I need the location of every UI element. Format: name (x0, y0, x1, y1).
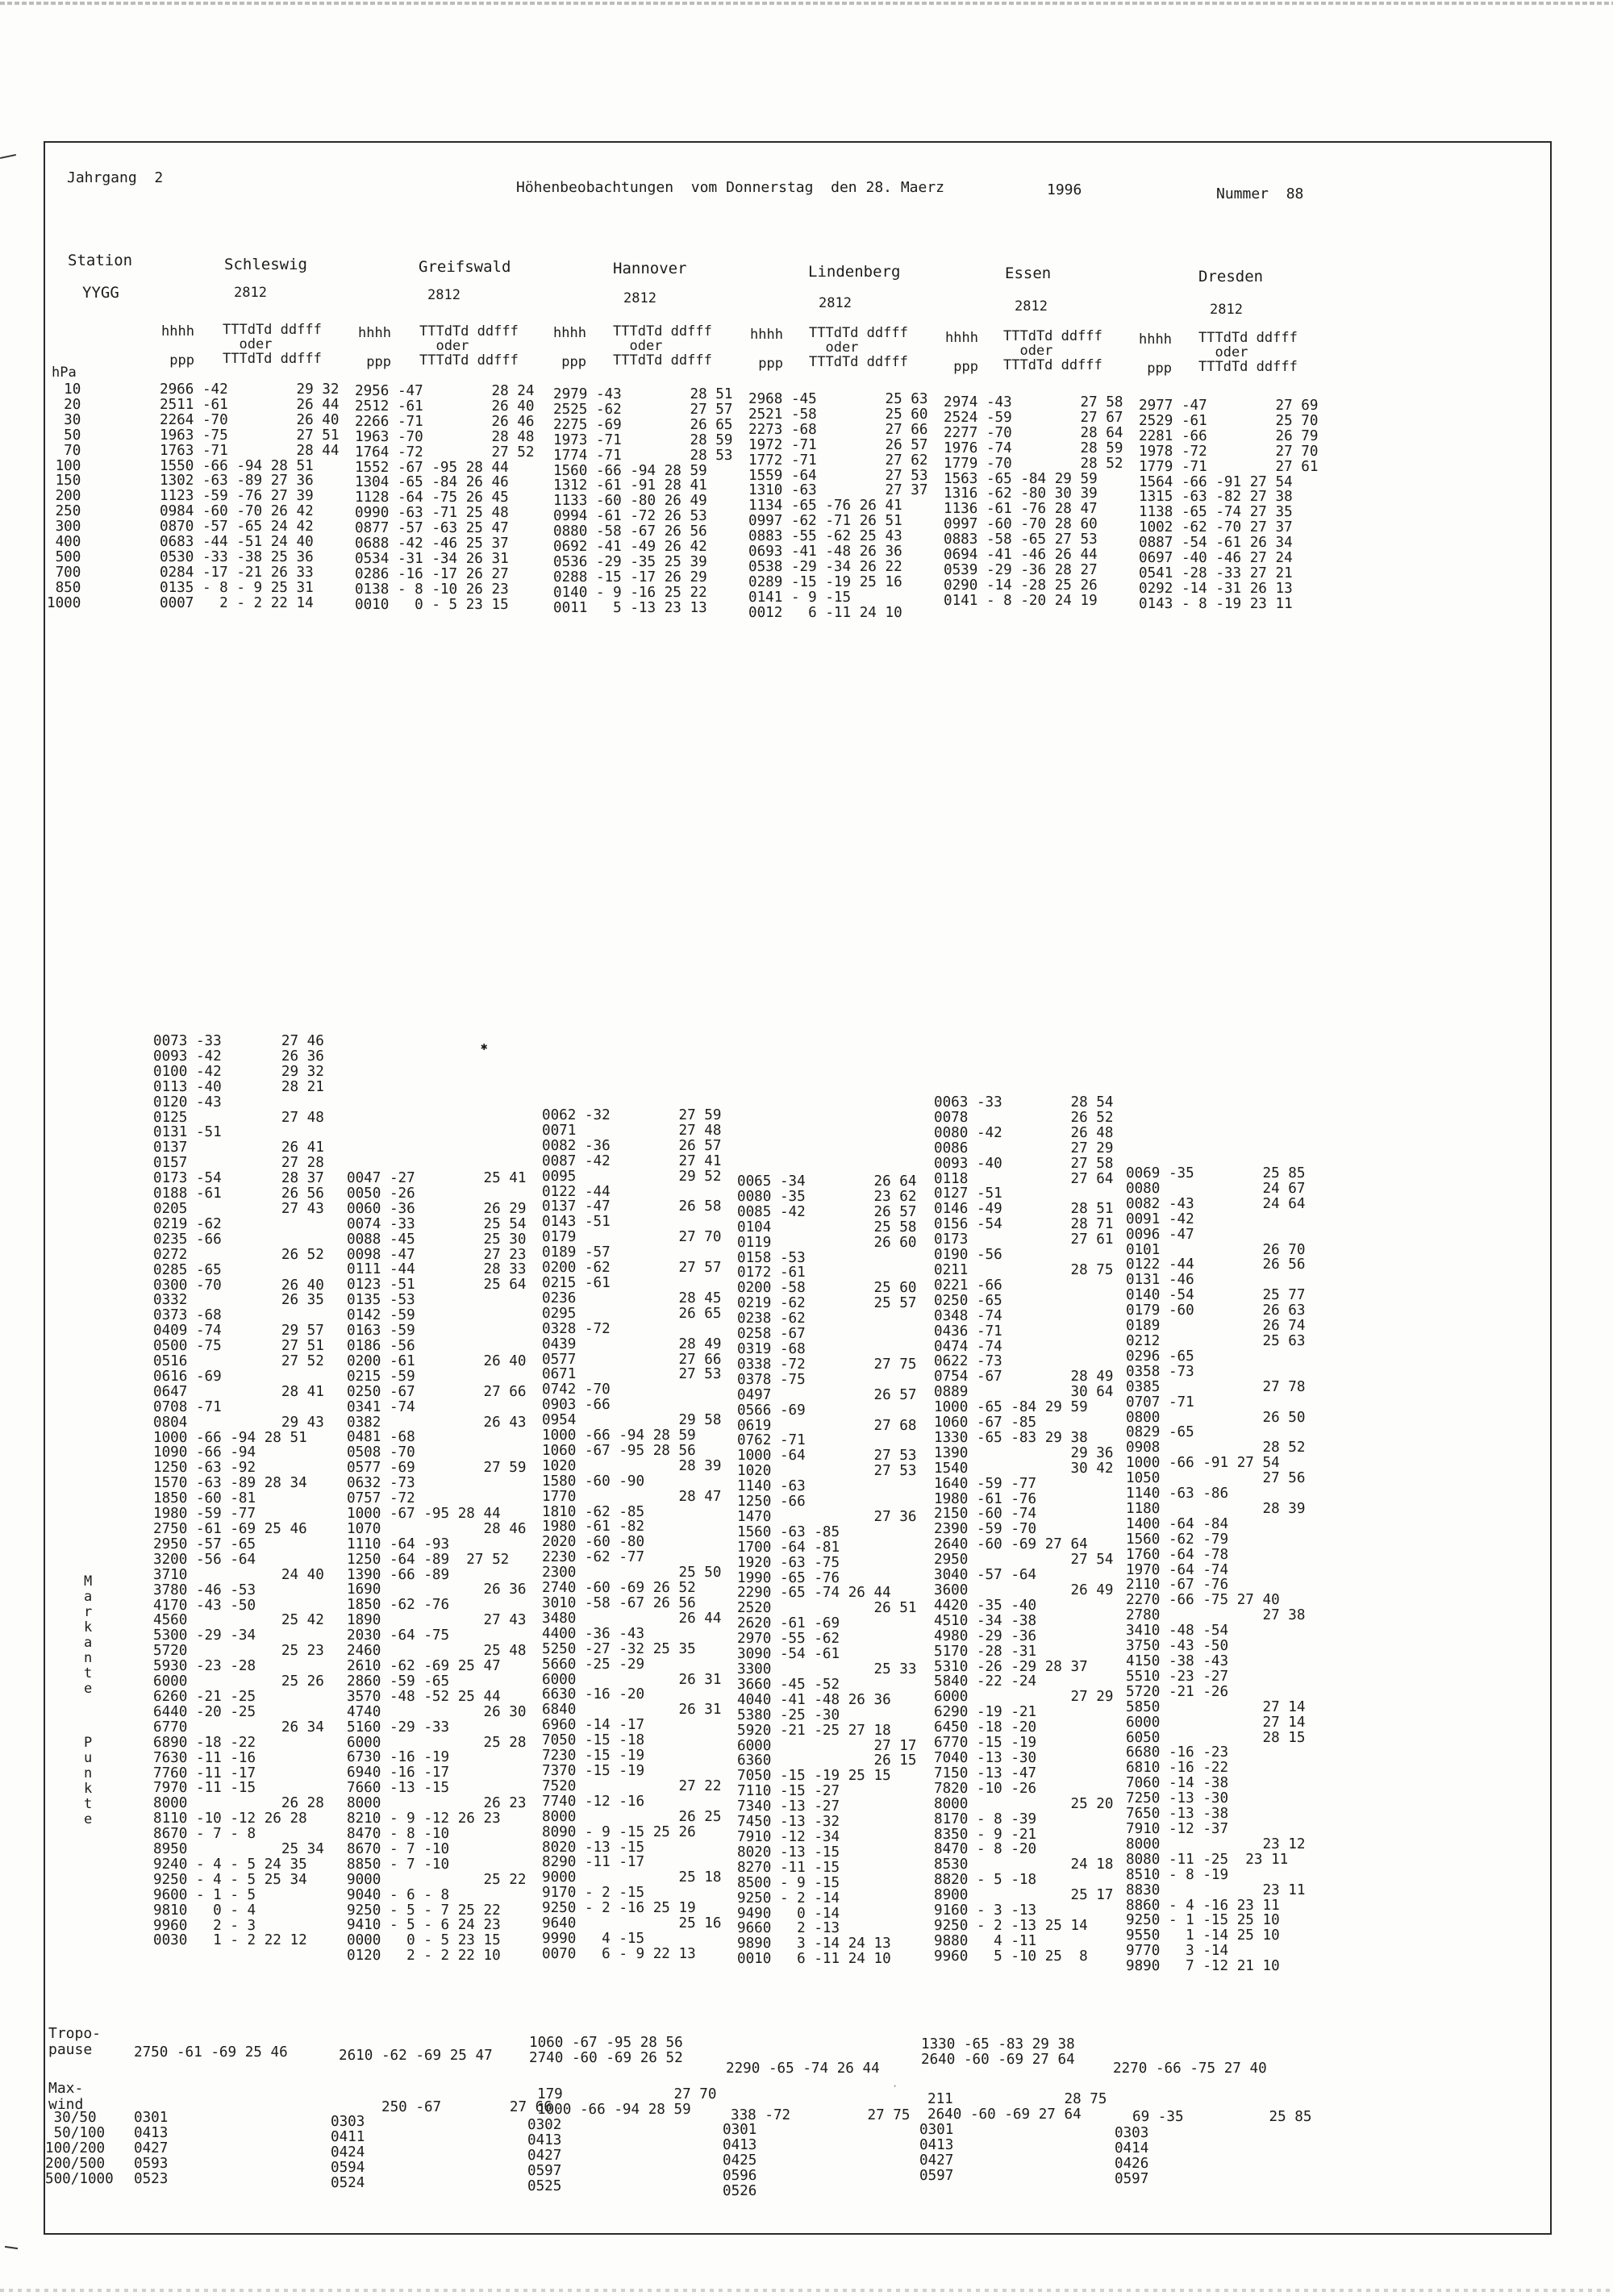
tropopause-label: Tropo- pause (48, 2025, 102, 2058)
column-header-temp-wind: TTTdTd ddfff oder TTTdTd ddfff (1003, 328, 1102, 373)
shear-layer-labels: 30/50 50/100 100/200 200/500 500/1000 (45, 2110, 114, 2187)
column-header-height: hhhh ppp (750, 327, 783, 372)
standard-levels-data: 2966 -42 29 32 2511 -61 26 44 2264 -70 26 40 1963 -75 27 51 1763 -71 28 44 1550 -66 -94 28 51 1302 -63 -89 27 36 1123 -59 -76 27 39 0984 -60 -70 26 42 0870 -57 -65 24 42 0683 -44 -51 24 40 0530 -33 -38 25 36 0284 -17 -21 26 33 0135 - 8 - 9 25 31 0007 2 - 2 22 14 (160, 381, 340, 611)
significant-points-data: 0062 -32 27 59 0071 27 48 0082 -36 26 57 0087 -42 27 41 0095 29 52 0122 -44 0137 -47 26 58 0143 -51 0179 27 70 0189 -57 0200 -62 27 57 0215 -61 0236 28 45 0295 26 65 0328 -72 0439 28 49 0577 27 66 0671 27 53 0742 -70 0903 -66 0954 29 58 1000 -66 -94 28 59 1060 -67 -95 28 56 1020 28 39 1580 -60 -90 1770 28 47 1810 -62 -85 1980 -61 -82 2020 -60 -80 2230 -62 -77 2300 25 50 2740 -60 -69 26 52 3010 -58 -67 26 56 3480 26 44 4400 -36 -43 5250 -27 -32 25 35 5660 -25 -29 6000 26 31 6630 -16 -20 6840 26 31 6960 -14 -17 7050 -15 -18 7230 -15 -19 7370 -15 -19 7520 27 22 7740 -12 -16 8000 26 25 8090 - 9 -15 25 26 8020 -13 -15 8290 -11 -17 9000 25 18 9170 - 2 -15 9250 - 2 -16 25 19 9640 25 16 9990 4 -15 0070 6 - 9 22 13 (542, 1107, 722, 1962)
shear-data: 0301 0413 0425 0596 0526 (723, 2122, 757, 2199)
station-yygg: 2812 (427, 287, 461, 303)
column-header-temp-wind: TTTdTd ddfff oder TTTdTd ddfff (419, 323, 519, 369)
column-header-temp-wind: TTTdTd ddfff oder TTTdTd ddfff (809, 325, 908, 370)
margin-tick-bottom (5, 2246, 18, 2249)
tropopause-data: 1060 -67 -95 28 56 2740 -60 -69 26 52 (529, 2035, 683, 2066)
markante-label: M a r k a n t e (84, 1573, 93, 1697)
station-yygg: 2812 (819, 295, 852, 311)
shear-data: 0303 0414 0426 0597 (1115, 2125, 1149, 2187)
scan-top-edge (0, 2, 1613, 5)
significant-points-data: 0063 -33 28 54 0078 26 52 0080 -42 26 48 0086 27 29 0093 -40 27 58 0118 27 64 0127 -51 0146 -49 28 51 0156 -54 28 71 0173 27 61 0190 -56 0211 28 75 0221 -66 0250 -65 0348 -74 0436 -71 0474 -74 0622 -73 0754 -67 28 49 0889 30 64 1000 -65 -84 29 59 1060 -67 -85 1330 -65 -83 29 38 1390 29 36 1540 30 42 1640 -59 -77 1980 -61 -76 2150 -60 -74 2390 -59 -70 2640 -60 -69 27 64 2950 27 54 3040 -57 -64 3600 26 49 4420 -35 -40 4510 -34 -38 4980 -29 -36 5170 -28 -31 5310 -26 -29 28 37 5840 -22 -24 6000 27 29 6290 -19 -21 6450 -18 -20 6770 -15 -19 7040 -13 -30 7150 -13 -47 7820 -10 -26 8000 25 20 8170 - 8 -39 8350 - 9 -21 8470 - 8 -20 8530 24 18 8820 - 5 -18 8900 25 17 9160 - 3 -13 9250 - 2 -13 25 14 9880 4 -11 9960 5 -10 25 8 (934, 1094, 1114, 1965)
scan-speck: · (892, 2081, 898, 2092)
column-header-height: hhhh ppp (1139, 331, 1172, 377)
column-header-temp-wind: TTTdTd ddfff oder TTTdTd ddfff (1198, 330, 1298, 375)
station-yygg: 2812 (1015, 298, 1048, 315)
standard-levels-data: 2977 -47 27 69 2529 -61 25 70 2281 -66 26 79 1978 -72 27 70 1779 -71 27 61 1564 -66 -91 27 54 1315 -63 -82 27 38 1138 -65 -74 27 35 1002 -62 -70 27 37 0887 -54 -61 26 34 0697 -40 -46 27 24 0541 -28 -33 27 21 0292 -14 -31 26 13 0143 - 8 -19 23 11 (1139, 398, 1319, 612)
maxwind-data: 69 -35 25 85 (1132, 2109, 1312, 2125)
tropopause-data: 2750 -61 -69 25 46 (134, 2044, 288, 2061)
tropopause-data: 2270 -66 -75 27 40 (1113, 2061, 1267, 2077)
standard-levels-data: 2974 -43 27 58 2524 -59 27 67 2277 -70 28 64 1976 -74 28 59 1779 -70 28 52 1563 -65 -84 29 59 1316 -62 -80 30 39 1136 -61 -76 28 47 0997 -60 -70 28 60 0883 -58 -65 27 53 0694 -41 -46 26 44 0539 -29 -36 28 27 0290 -14 -28 25 26 0141 - 8 -20 24 19 (944, 394, 1123, 609)
maxwind-data: 338 -72 27 75 (731, 2107, 911, 2123)
shear-data: 0301 0413 0427 0593 0523 (134, 2110, 169, 2187)
station-name: Greifswald (419, 258, 511, 276)
significant-points-data: 0065 -34 26 64 0080 -35 23 62 0085 -42 26 57 0104 25 58 0119 26 60 0158 -53 0172 -61 0200 -58 25 60 0219 -62 25 57 0238 -62 0258 -67 0319 -68 0338 -72 27 75 0378 -75 0497 26 57 0566 -69 0619 27 68 0762 -71 1000 -64 27 53 1020 27 53 1140 -63 1250 -66 1470 27 36 1560 -63 -85 1700 -64 -81 1920 -63 -75 1990 -65 -76 2290 -65 -74 26 44 2520 26 51 2620 -61 -69 2970 -55 -62 3090 -54 -61 3300 25 33 3660 -45 -52 4040 -41 -48 26 36 5380 -25 -30 5920 -21 -25 27 18 6000 27 17 6360 26 15 7050 -15 -19 25 15 7110 -15 -27 7340 -13 -27 7450 -13 -32 7910 -12 -34 8020 -13 -15 8270 -11 -15 8500 - 9 -15 9250 - 2 -14 9490 0 -14 9660 2 -13 9890 3 -14 24 13 0010 6 -11 24 10 (737, 1173, 917, 1968)
yygg-label: YYGG (82, 284, 119, 302)
margin-tick-top (0, 154, 16, 159)
station-name: Essen (1005, 265, 1052, 282)
station-name: Dresden (1198, 268, 1264, 285)
standard-levels-data: 2979 -43 28 51 2525 -62 27 57 2275 -69 26 65 1973 -71 28 59 1774 -71 28 53 1560 -66 -94 28 59 1312 -61 -91 28 41 1133 -60 -80 26 49 0994 -61 -72 26 53 0880 -58 -67 26 56 0692 -41 -49 26 42 0536 -29 -35 25 39 0288 -15 -17 26 29 0140 - 9 -16 25 22 0011 5 -13 23 13 (553, 386, 733, 616)
significant-points-data: 0073 -33 27 46 0093 -42 26 36 0100 -42 29 32 0113 -40 28 21 0120 -43 0125 27 48 0131 -51 0137 26 41 0157 27 28 0173 -54 28 37 0188 -61 26 56 0205 27 43 0219 -62 0235 -66 0272 26 52 0285 -65 0300 -70 26 40 0332 26 35 0373 -68 0409 -74 29 57 0500 -75 27 51 0516 27 52 0616 -69 0647 28 41 0708 -71 0804 29 43 1000 -66 -94 28 51 1090 -66 -94 1250 -63 -92 1570 -63 -89 28 34 1850 -60 -81 1980 -59 -77 2750 -61 -69 25 46 2950 -57 -65 3200 -56 -64 3710 24 40 3780 -46 -53 4170 -43 -50 4560 25 42 5300 -29 -34 5720 25 23 5930 -23 -28 6000 25 26 6260 -21 -25 6440 -20 -25 6770 26 34 6890 -18 -22 7630 -11 -16 7760 -11 -17 7970 -11 -15 8000 26 28 8110 -10 -12 26 28 8670 - 7 - 8 8950 25 34 9240 - 4 - 5 24 35 9250 - 4 - 5 25 34 9600 - 1 - 5 9810 0 - 4 9960 2 - 3 0030 1 - 2 22 12 (153, 1033, 324, 1949)
punkte-label: P u n k t e (84, 1735, 93, 1827)
column-header-height: hhhh ppp (553, 325, 586, 370)
maxwind-data: 179 27 70 1000 -66 -94 28 59 (537, 2086, 717, 2118)
shear-data: 0303 0411 0424 0594 0524 (331, 2114, 365, 2191)
significant-points-data: 0069 -35 25 85 0080 24 67 0082 -43 24 64 0091 -42 0096 -47 0101 26 70 0122 -44 26 56 0131 -46 0140 -54 25 77 0179 -60 26 63 0189 26 74 0212 25 63 0296 -65 0358 -73 0385 27 78 0707 -71 0800 26 50 0829 -65 0908 28 52 1000 -66 -91 27 54 1050 27 56 1140 -63 -86 1180 28 39 1400 -64 -84 1560 -62 -79 1760 -64 -78 1970 -64 -74 2110 -67 -76 2270 -66 -75 27 40 2780 27 38 3410 -48 -54 3750 -43 -50 4150 -38 -43 5510 -23 -27 5720 -21 -26 5850 27 14 6000 27 14 6050 28 15 6680 -16 -23 6810 -16 -22 7060 -14 -38 7250 -13 -30 7650 -13 -38 7910 -12 -37 8000 23 12 8080 -11 -25 23 11 8510 - 8 -19 8830 23 11 8860 - 4 -16 23 11 9250 - 1 -15 25 10 9550 1 -14 25 10 9770 3 -14 9890 7 -12 21 10 (1126, 1165, 1306, 1975)
station-name: Schleswig (224, 256, 307, 273)
pressure-levels: 10 20 30 50 70 100 150 200 250 300 400 500 700 850 1000 (47, 381, 81, 611)
year-label: 1996 (1047, 181, 1082, 198)
hpa-label: hPa (52, 365, 77, 381)
tropopause-data: 2610 -62 -69 25 47 (339, 2048, 493, 2064)
standard-levels-data: 2956 -47 28 24 2512 -61 26 40 2266 -71 26 46 1963 -70 28 48 1764 -72 27 52 1552 -67 -95 28 44 1304 -65 -84 26 46 1128 -64 -75 26 45 0990 -63 -71 25 48 0877 -57 -63 25 47 0688 -42 -46 25 37 0534 -31 -34 26 31 0286 -16 -17 26 27 0138 - 8 -10 26 23 0010 0 - 5 23 15 (355, 383, 535, 613)
column-header-height: hhhh ppp (358, 325, 391, 370)
station-name: Hannover (613, 260, 687, 277)
column-header-temp-wind: TTTdTd ddfff oder TTTdTd ddfff (223, 322, 322, 367)
station-label: Station (68, 252, 133, 269)
tropopause-data: 1330 -65 -83 29 38 2640 -60 -69 27 64 (921, 2036, 1075, 2068)
maxwind-data: 250 -67 27 66 (381, 2099, 552, 2115)
scan-speck: ✱ (481, 1040, 488, 1053)
shear-data: 0302 0413 0427 0597 0525 (527, 2117, 562, 2194)
station-name: Lindenberg (808, 263, 901, 281)
scan-bottom-edge (0, 2289, 1613, 2292)
tropopause-data: 2290 -65 -74 26 44 (726, 2061, 880, 2077)
standard-levels-data: 2968 -45 25 63 2521 -58 25 60 2273 -68 27 66 1972 -71 26 57 1772 -71 27 62 1559 -64 27 53 1310 -63 27 37 1134 -65 -76 26 41 0997 -62 -71 26 51 0883 -55 -62 25 43 0693 -41 -48 26 36 0538 -29 -34 26 22 0289 -15 -19 25 16 0141 - 9 -15 0012 6 -11 24 10 (748, 391, 928, 621)
column-header-height: hhhh ppp (161, 323, 194, 369)
page-title: Höhenbeobachtungen vom Donnerstag den 28. Maerz (516, 179, 945, 196)
significant-points-data: 0047 -27 25 41 0050 -26 0060 -36 26 29 0074 -33 25 54 0088 -45 25 30 0098 -47 27 23 0111 -44 28 33 0123 -51 25 64 0135 -53 0142 -59 0163 -59 0186 -56 0200 -61 26 40 0215 -59 0250 -67 27 66 0341 -74 0382 26 43 0481 -68 0508 -70 0577 -69 27 59 0632 -73 0757 -72 1000 -67 -95 28 44 1070 28 46 1110 -64 -93 1250 -64 -89 27 52 1390 -66 -89 1690 26 36 1850 -62 -76 1890 27 43 2030 -64 -75 2460 25 48 2610 -62 -69 25 47 2860 -59 -65 3570 -48 -52 25 44 4740 26 30 5160 -29 -33 6000 25 28 6730 -16 -19 6940 -16 -17 7660 -13 -15 8000 26 23 8210 - 9 -12 26 23 8470 - 8 -10 8670 - 7 -10 8850 - 7 -10 9000 25 22 9040 - 6 - 8 9250 - 5 - 7 25 22 9410 - 5 - 6 24 23 0000 0 - 5 23 15 0120 2 - 2 22 10 (347, 1170, 527, 1965)
station-yygg: 2812 (1210, 302, 1243, 318)
shear-data: 0301 0413 0427 0597 (919, 2122, 954, 2184)
maxwind-data: 211 28 75 2640 -60 -69 27 64 (927, 2091, 1107, 2123)
column-header-temp-wind: TTTdTd ddfff oder TTTdTd ddfff (613, 323, 712, 369)
station-yygg: 2812 (234, 285, 267, 301)
volume-label: Jahrgang 2 (67, 169, 164, 186)
station-yygg: 2812 (623, 290, 656, 306)
issue-number: Nummer 88 (1216, 185, 1304, 202)
column-header-height: hhhh ppp (945, 330, 978, 375)
maxwind-label: Max- wind (48, 2080, 84, 2113)
